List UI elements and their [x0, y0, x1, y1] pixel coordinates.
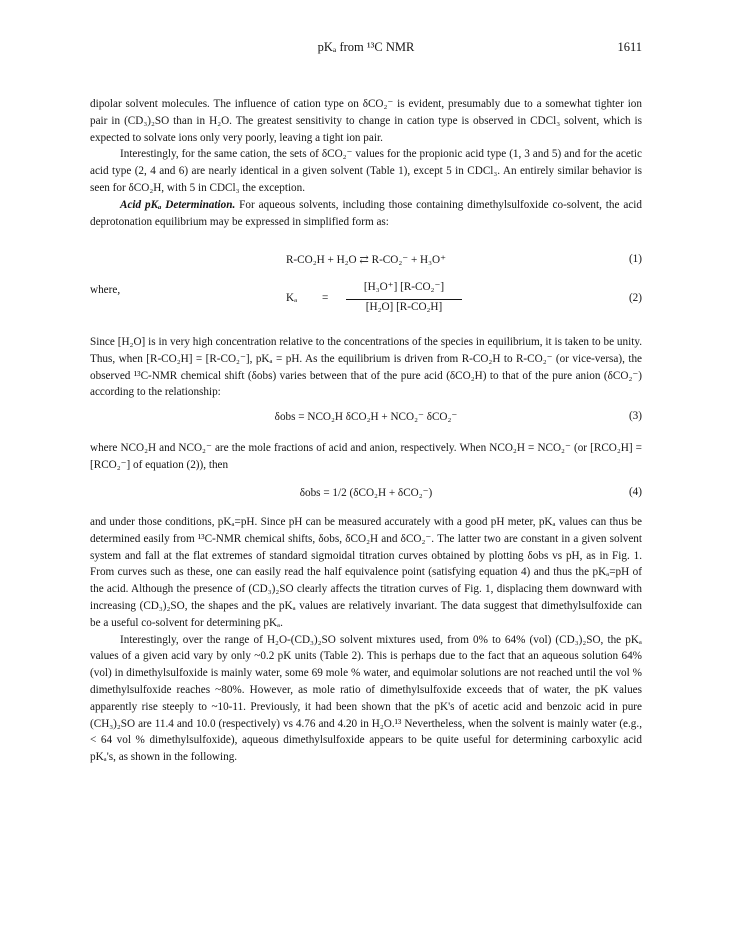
paragraph-solvent-behavior: Interestingly, for the same cation, the sets of δCO₂⁻ values for the propionic acid type (1, 3 and 5) and for the acetic acid type (2, 4 and 6) are nearly identical in a given solvent (Table 1), except 5 in CDCl₃. An entirely similar behavior is seen for δCO₂H, with 5 in CDCl₃ the exception. [90, 148, 642, 194]
running-title: pKₐ from ¹³C NMR [317, 40, 415, 54]
equation-4 [90, 486, 642, 503]
section-heading: Acid pKₐ Determination. [120, 198, 236, 211]
ka-symbol: Kₐ [286, 292, 298, 304]
equation-2-number: (2) [628, 292, 642, 304]
paragraph-acid-pka-intro [90, 197, 642, 231]
equation-1-number: (1) [628, 253, 642, 265]
equation-2-numerator: [H₃O⁺] [R-CO₂⁻] [363, 281, 445, 293]
equation-4-body: δobs = 1/2 (δCO₂H + δCO₂⁻) [299, 487, 433, 499]
equation-2 [90, 280, 642, 320]
text-block-4 [90, 514, 642, 766]
paragraph-acid-pka-text: For aqueous solvents, including those containing dimethylsulfoxide co-solvent, the acid deprotonation equilibrium may be expressed in simplified form as: [90, 198, 642, 228]
equation-3-number: (3) [628, 410, 642, 422]
paragraph-dmso-range: Interestingly, over the range of H₂O-(CD₃)₂SO solvent mixtures used, from 0% to 64% (vol) (CD₃)₂SO, the pKₐ values of a given acid vary by only ~0.2 pK units (Table 2). This is perhaps due to the fact that an aqueous solution 64% (vol) in dimethylsulfoxide is mainly water, some 69 mole % water, and equimolar solutions are not reached until the vol % dimethylsulfoxide reaches ~80%. However, as mole ratio of dimethylsulfoxide exceeds that of water, the pK values apparently rise steeply to ~10-11. Previously, it had been shown that the pK's of acetic acid and benzoic acid in pure (CH₃)₂SO are 11.4 and 10.0 (respectively) vs 4.76 and 4.20 in H₂O.¹³ Nevertheless, when the solvent is mainly water (e.g., < 64 vol % dimethylsulfoxide), aqueous dimethylsulfoxide appears to be quite useful for determining carboxylic acid pKₐ's, as shown in the following. [90, 633, 642, 764]
text-block-1 [90, 96, 642, 230]
fraction-bar [346, 299, 462, 300]
equation-3-body: δobs = NCO₂H δCO₂H + NCO₂⁻ δCO₂⁻ [274, 411, 458, 423]
paragraph-mole-fractions: where NCO₂H and NCO₂⁻ are the mole fractions of acid and anion, respectively. When NCO₂H = NCO₂⁻ (or [RCO₂H] = [RCO₂⁻] of equation (2)), then [90, 442, 642, 471]
equation-4-number: (4) [628, 486, 642, 498]
paragraph-pka-determination: and under those conditions, pKₐ=pH. Since pH can be measured accurately with a good pH meter, pKₐ values can thus be determined easily from ¹³C-NMR chemical shifts, δobs, δCO₂H and δCO₂⁻. The latter two are constant in a given solvent system and fall at the flat extremes of standard sigmoidal titration curves obtained by plotting δobs vs pH, as in Fig. 1. From curves such as these, one can easily read the half equivalence point (satisfying equation 4) and thus the pKₐ=pH of the acid. Although the presence of (CD₃)₂SO clearly affects the titration curves of Fig. 1, displacing them downward with increasing (CD₃)₂SO, the shapes and the pKₐ values are relatively invariant. The data suggest that dimethylsulfoxide can be a useful co-solvent for determining pKₐ. [90, 516, 642, 629]
page-number: 1611 [617, 40, 642, 54]
running-header [90, 40, 642, 56]
equation-1-body: R-CO₂H + H₂O ⇄ R-CO₂⁻ + H₃O⁺ [285, 254, 447, 266]
where-label: where, [90, 284, 121, 296]
paragraph-equilibrium: Since [H₂O] is in very high concentration relative to the concentrations of the species in equilibrium, it is taken to be unity. Thus, when [R-CO₂H] = [R-CO₂⁻], pKₐ = pH. As the equilibrium is driven from R-CO₂H to R-CO₂⁻ (or vice-versa), the observed ¹³C-NMR chemical shift (δobs) varies between that of the pure acid (δCO₂H) to that of the pure anion (δCO₂⁻) according to the relationship: [90, 336, 642, 399]
text-block-3 [90, 440, 642, 474]
equation-3 [90, 410, 642, 427]
text-block-2 [90, 334, 642, 401]
equals-sign: = [322, 292, 329, 304]
equation-1 [90, 253, 642, 270]
equation-2-denominator: [H₂O] [R-CO₂H] [365, 301, 443, 313]
paragraph-continued: dipolar solvent molecules. The influence of cation type on δCO₂⁻ is evident, presumably due to a somewhat tighter ion pair in (CD₃)₂SO than in H₂O. The greatest sensitivity to change in cation type is observed in CDCl₃ solvent, which is expected to solvate ions only very poorly, leaving a tight ion pair. [90, 98, 642, 144]
